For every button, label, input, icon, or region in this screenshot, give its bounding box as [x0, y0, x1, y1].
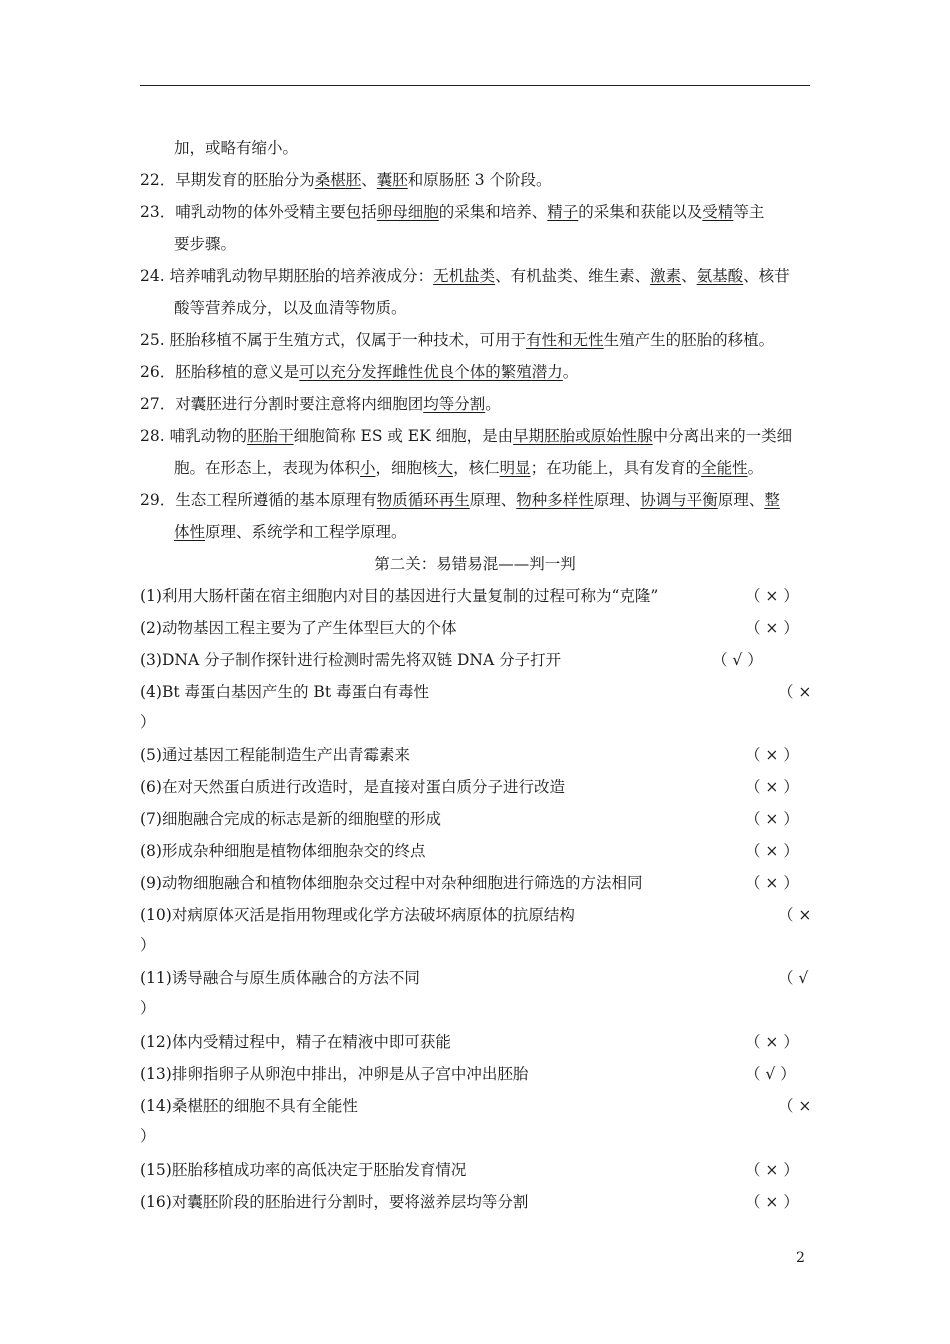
judge-item-14-mark-tail: ） [140, 1127, 156, 1145]
answer-blank: 均等分割 [423, 395, 486, 413]
answer-blank: 胚胎干 [247, 427, 294, 445]
answer-blank: 受精 [702, 203, 734, 221]
item-23-line-2 [174, 234, 236, 254]
text-segment: 要步骤。 [174, 235, 237, 253]
judge-item-8-text: (8)形成杂种细胞是植物体细胞杂交的终点 [140, 842, 426, 860]
text-segment: 25. 胚胎移植不属于生殖方式，仅属于一种技术，可用于 [140, 331, 527, 349]
judge-item-11-mark: （ √ [778, 969, 809, 987]
answer-blank: 体性 [174, 523, 206, 541]
text-segment: 中分离出来的一类细 [652, 427, 793, 445]
judge-item-15-mark: （ × ） [745, 1161, 799, 1179]
answer-blank: 氨基酸 [696, 267, 744, 285]
judge-item-10-mark: （ × [778, 906, 812, 924]
answer-blank: 大 [437, 459, 454, 477]
text-segment: 细胞简称 ES 或 EK 细胞，是由 [293, 427, 514, 445]
text-segment: 27．对囊胚进行分割时要注意将内细胞团 [140, 395, 424, 413]
judge-item-3-text: (3)DNA 分子制作探针进行检测时需先将双链 DNA 分子打开 [140, 651, 562, 669]
text-segment: 22．早期发育的胚胎分为 [140, 171, 315, 189]
item-26-line-1 [140, 362, 578, 382]
text-segment: 29．生态工程所遵循的基本原理有 [140, 491, 377, 509]
judge-item-13-text: (13)排卵指卵子从卵泡中排出，冲卵是从子宫中冲出胚胎 [140, 1065, 529, 1083]
answer-blank: 整 [764, 491, 780, 509]
judge-item-6-mark: （ × ） [745, 778, 799, 796]
text-segment: ；在功能上，具有发育的 [530, 459, 702, 477]
judge-item-4-text: (4)Bt 毒蛋白基因产生的 Bt 毒蛋白有毒性 [140, 683, 429, 701]
text-segment: 、核苷 [743, 267, 790, 285]
judge-item-1-text: (1)利用大肠杆菌在宿主细胞内对目的基因进行大量复制的过程可称为“克隆” [140, 587, 659, 605]
judge-item-10-text: (10)对病原体灭活是指用物理或化学方法破坏病原体的抗原结构 [140, 906, 575, 924]
answer-blank: 无机盐类 [433, 267, 496, 285]
text-segment: 原理、 [469, 491, 517, 509]
text-segment: 的采集和获能以及 [578, 203, 703, 221]
item-24-line-1 [140, 266, 790, 286]
text-segment: 、有机盐类、维生素、 [495, 267, 651, 285]
judge-item-4-mark-tail: ） [140, 713, 156, 731]
judge-item-8-mark: （ × ） [745, 842, 799, 860]
item-25-line-1 [140, 330, 774, 350]
judge-item-16-mark: （ × ） [745, 1193, 799, 1211]
answer-blank: 桑椹胚 [314, 171, 362, 189]
item-28-line-2 [174, 458, 763, 478]
text-segment: 酸等营养成分，以及血清等物质。 [174, 299, 407, 317]
item-28-line-1 [140, 426, 792, 446]
text-segment: 胞。在形态上，表现为体积 [174, 459, 361, 477]
judge-item-5-text: (5)通过基因工程能制造生产出青霉素来 [140, 746, 410, 764]
answer-blank: 可以充分发挥雌性优良个体的繁殖潜力 [299, 363, 563, 381]
judge-item-9-mark: （ × ） [745, 874, 799, 892]
judge-item-1-mark: （ × ） [745, 587, 799, 605]
judge-item-12-mark: （ × ） [745, 1033, 799, 1051]
answer-blank: 全能性 [701, 459, 748, 477]
item-22-line-1 [140, 170, 552, 190]
judge-item-12-text: (12)体内受精过程中，精子在精液中即可获能 [140, 1033, 451, 1051]
text-segment: 23．哺乳动物的体外受精主要包括 [140, 203, 377, 221]
judge-item-9-text: (9)动物细胞融合和植物体细胞杂交过程中对杂种细胞进行筛选的方法相同 [140, 874, 643, 892]
judge-item-14-mark: （ × [778, 1097, 812, 1115]
text-segment: 原理、系统学和工程学原理。 [205, 523, 407, 541]
judge-item-14-text: (14)桑椹胚的细胞不具有全能性 [140, 1097, 358, 1115]
answer-blank: 物种多样性 [516, 491, 594, 509]
text-segment: 。 [747, 459, 764, 477]
text-segment: 、 [361, 171, 377, 189]
answer-blank: 小 [360, 459, 376, 477]
item-29-line-1 [140, 490, 780, 510]
item-27-line-1 [140, 394, 501, 414]
text-segment: ，核仁 [453, 459, 500, 477]
judge-item-2-mark: （ × ） [745, 619, 799, 637]
section-heading: 第二关：易错易混——判一判 [374, 555, 576, 573]
judge-item-7-text: (7)细胞融合完成的标志是新的细胞壁的形成 [140, 810, 441, 828]
judge-item-3-mark: （ √ ） [712, 651, 763, 669]
text-segment: 。 [485, 395, 501, 413]
judge-item-10-mark-tail: ） [140, 936, 156, 954]
text-segment: 26．胚胎移植的意义是 [140, 363, 300, 381]
text-segment: 加，或略有缩小。 [174, 139, 299, 157]
judge-item-15-text: (15)胚胎移植成功率的高低决定于胚胎发育情况 [140, 1161, 467, 1179]
item-24-line-2 [174, 298, 407, 318]
text-segment: 等主 [733, 203, 765, 221]
answer-blank: 精子 [547, 203, 579, 221]
answer-blank: 明显 [499, 459, 531, 477]
text-segment: 的采集和培养、 [438, 203, 548, 221]
text-segment: ，细胞核 [375, 459, 438, 477]
judge-item-4-mark: （ × [778, 683, 812, 701]
header-rule [140, 85, 810, 86]
judge-item-2-text: (2)动物基因工程主要为了产生体型巨大的个体 [140, 619, 457, 637]
text-segment: 、 [681, 267, 697, 285]
text-segment: 原理、 [717, 491, 765, 509]
answer-blank: 协调与平衡 [640, 491, 718, 509]
judge-item-7-mark: （ × ） [745, 810, 799, 828]
answer-blank: 囊胚 [376, 171, 408, 189]
answer-blank: 激素 [650, 267, 682, 285]
judge-item-16-text: (16)对囊胚阶段的胚胎进行分割时，要将滋养层均等分割 [140, 1193, 529, 1211]
judge-item-11-mark-tail: ） [140, 999, 156, 1017]
text-segment: 生殖产生的胚胎的移植。 [603, 331, 775, 349]
judge-item-6-text: (6)在对天然蛋白质进行改造时，是直接对蛋白质分子进行改造 [140, 778, 565, 796]
judge-item-13-mark: （ √ ） [745, 1065, 796, 1083]
text-segment: 24. 培养哺乳动物早期胚胎的培养液成分： [140, 267, 434, 285]
text-segment: 28. 哺乳动物的 [140, 427, 248, 445]
text-segment: 和原肠胚 3 个阶段。 [407, 171, 552, 189]
item-23-line-1 [140, 202, 764, 222]
item-29-line-2 [174, 522, 407, 542]
text-segment: 。 [562, 363, 579, 381]
answer-blank: 早期胚胎或原始性腺 [513, 427, 653, 445]
page-number: 2 [796, 1250, 805, 1266]
answer-blank: 有性和无性 [526, 331, 604, 349]
item-cont-line-1 [174, 138, 298, 158]
judge-item-5-mark: （ × ） [745, 746, 799, 764]
answer-blank: 物质循环再生 [376, 491, 470, 509]
judge-item-11-text: (11)诱导融合与原生质体融合的方法不同 [140, 969, 420, 987]
text-segment: 原理、 [593, 491, 641, 509]
answer-blank: 卵母细胞 [376, 203, 439, 221]
